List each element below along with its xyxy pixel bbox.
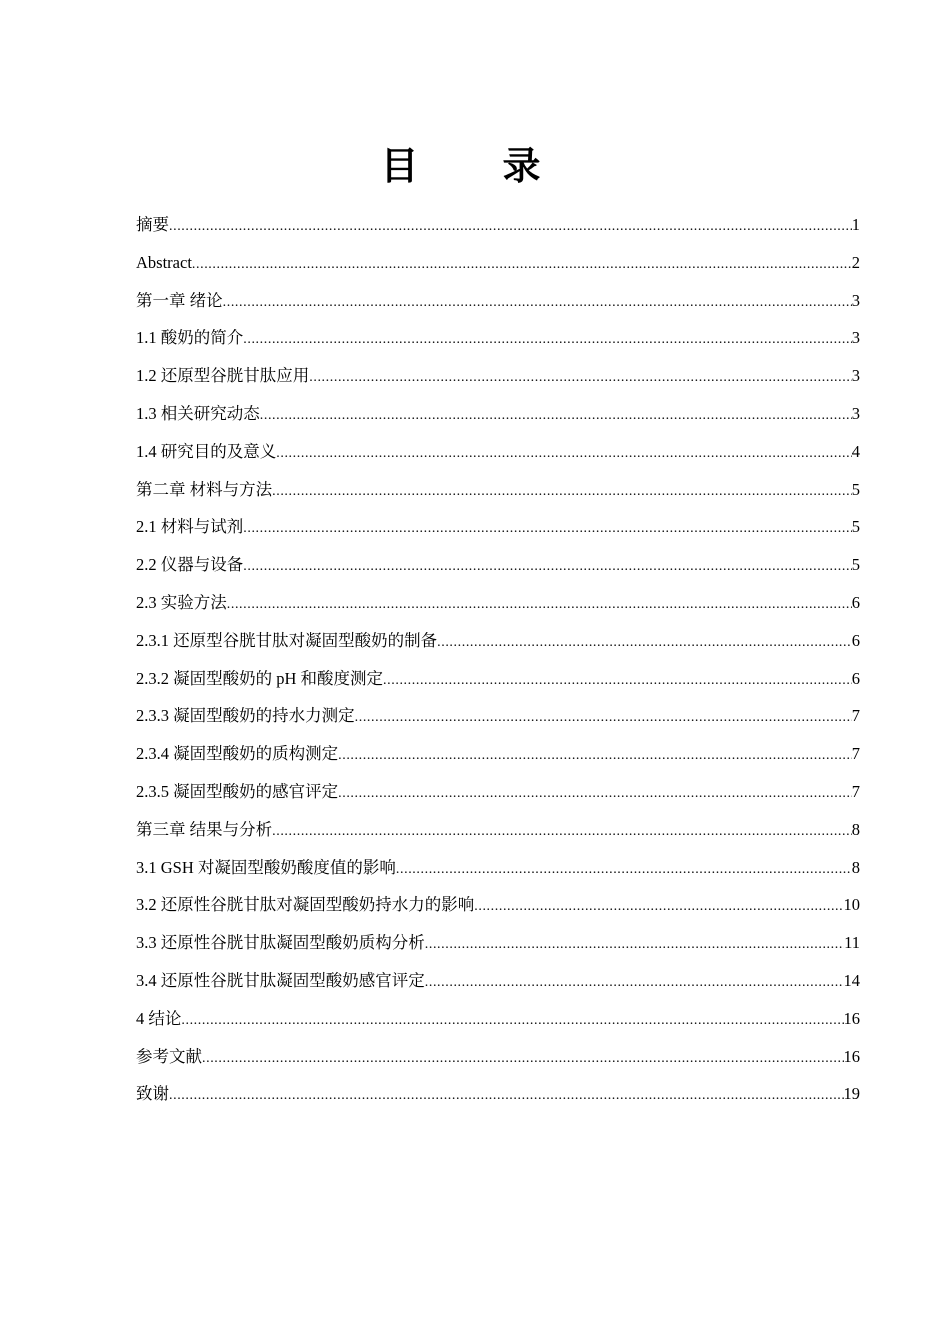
toc-entry-page-number: 11	[844, 933, 860, 953]
toc-dot-leader	[383, 662, 852, 700]
toc-entry-page-number: 6	[851, 668, 860, 688]
toc-entry-label: 2.3.4 凝固型酸奶的质构测定	[136, 744, 339, 764]
toc-entry-label: 1.2 还原型谷胱甘肽应用	[136, 366, 310, 386]
toc-entry-page-number: 4	[851, 441, 860, 461]
toc-entry-page-number: 6	[851, 630, 860, 650]
toc-entry-page-number: 3	[851, 403, 860, 423]
toc-dot-leader	[272, 473, 852, 511]
toc-entry[interactable]	[136, 1038, 860, 1076]
toc-entry-page-number: 7	[851, 744, 860, 764]
toc-entry-label: 第一章 绪论	[136, 290, 223, 310]
toc-entry-page-number: 10	[843, 895, 860, 915]
toc-entry[interactable]	[136, 735, 860, 773]
toc-entry-label: 3.1 GSH 对凝固型酸奶酸度值的影响	[136, 857, 396, 877]
toc-entry[interactable]	[136, 546, 860, 584]
toc-entry[interactable]	[136, 849, 860, 887]
toc-entry-page-number: 7	[851, 781, 860, 801]
toc-entry-page-number: 19	[843, 1084, 860, 1104]
toc-dot-leader	[309, 359, 852, 397]
toc-dot-leader	[276, 435, 852, 473]
toc-dot-leader	[425, 926, 844, 964]
toc-entry-page-number: 14	[843, 970, 860, 990]
toc-entry-page-number: 16	[843, 1008, 860, 1028]
toc-dot-leader	[474, 888, 843, 926]
toc-entry[interactable]	[136, 584, 860, 622]
toc-entry-label: 4 结论	[136, 1008, 182, 1028]
toc-entry-label: 1.4 研究目的及意义	[136, 441, 277, 461]
toc-dot-leader	[243, 321, 852, 359]
toc-entry-page-number: 7	[851, 706, 860, 726]
toc-entry[interactable]	[136, 1075, 860, 1113]
toc-entry-label: 2.3.2 凝固型酸奶的 pH 和酸度测定	[136, 668, 384, 688]
toc-entry-page-number: 16	[843, 1046, 860, 1066]
toc-title: 目录	[380, 144, 625, 188]
toc-entry-page-number: 1	[851, 215, 860, 234]
toc-entry[interactable]	[136, 319, 860, 357]
toc-entry[interactable]	[136, 471, 860, 509]
toc-dot-leader	[338, 737, 852, 775]
toc-dot-leader	[243, 510, 852, 548]
toc-entry[interactable]	[136, 282, 860, 320]
toc-entry-page-number: 3	[851, 290, 860, 310]
toc-entry-page-number: 8	[851, 819, 860, 839]
toc-entry-label: 2.3.3 凝固型酸奶的持水力测定	[136, 706, 355, 726]
table-of-contents	[136, 206, 860, 1113]
toc-entry-page-number: 3	[851, 366, 860, 386]
toc-entry-label: 2.3.1 还原型谷胱甘肽对凝固型酸奶的制备	[136, 630, 438, 650]
toc-dot-leader	[260, 397, 852, 435]
toc-entry-label: 第二章 材料与方法	[136, 479, 273, 499]
toc-entry[interactable]	[136, 660, 860, 698]
toc-entry-label: 参考文献	[136, 1046, 202, 1066]
toc-dot-leader	[338, 775, 852, 813]
toc-entry-label: 摘要	[136, 215, 169, 234]
toc-dot-leader	[227, 586, 852, 624]
toc-entry[interactable]	[136, 697, 860, 735]
toc-entry-label: 致谢	[136, 1084, 169, 1104]
toc-entry-label: 3.3 还原性谷胱甘肽凝固型酸奶质构分析	[136, 933, 425, 953]
toc-entry-page-number: 6	[851, 592, 860, 612]
toc-entry[interactable]	[136, 433, 860, 471]
toc-dot-leader	[169, 1077, 844, 1115]
toc-entry-page-number: 5	[851, 479, 860, 499]
toc-dot-leader	[181, 1002, 843, 1040]
toc-entry-page-number: 5	[851, 555, 860, 575]
toc-entry[interactable]	[136, 811, 860, 849]
toc-entry[interactable]	[136, 773, 860, 811]
toc-dot-leader	[437, 624, 852, 662]
toc-dot-leader	[425, 964, 844, 1002]
toc-dot-leader	[396, 851, 852, 889]
toc-entry-label: 1.3 相关研究动态	[136, 403, 260, 423]
toc-entry-label: Abstract	[136, 252, 192, 272]
toc-entry[interactable]	[136, 395, 860, 433]
toc-dot-leader	[355, 699, 852, 737]
toc-dot-leader	[202, 1040, 844, 1078]
toc-dot-leader	[192, 246, 852, 284]
toc-dot-leader	[223, 284, 852, 322]
toc-entry[interactable]	[136, 622, 860, 660]
toc-entry[interactable]	[136, 206, 860, 244]
toc-entry[interactable]	[136, 244, 860, 282]
toc-entry-label: 2.2 仪器与设备	[136, 555, 244, 575]
toc-entry-page-number: 5	[851, 517, 860, 537]
toc-entry-page-number: 3	[851, 328, 860, 348]
toc-dot-leader	[272, 813, 852, 851]
toc-entry-label: 3.4 还原性谷胱甘肽凝固型酸奶感官评定	[136, 970, 425, 990]
toc-dot-leader	[243, 548, 852, 586]
toc-dot-leader	[169, 208, 852, 246]
toc-entry[interactable]	[136, 962, 860, 1000]
toc-entry-page-number: 8	[851, 857, 860, 877]
toc-entry-label: 第三章 结果与分析	[136, 819, 273, 839]
toc-entry[interactable]	[136, 508, 860, 546]
toc-entry-page-number: 2	[851, 252, 860, 272]
toc-entry[interactable]	[136, 924, 860, 962]
toc-entry-label: 2.1 材料与试剂	[136, 517, 244, 537]
toc-entry[interactable]	[136, 1000, 860, 1038]
toc-entry-label: 1.1 酸奶的简介	[136, 328, 244, 348]
toc-entry-label: 2.3 实验方法	[136, 592, 227, 612]
toc-entry[interactable]	[136, 886, 860, 924]
toc-entry-label: 3.2 还原性谷胱甘肽对凝固型酸奶持水力的影响	[136, 895, 475, 915]
toc-entry[interactable]	[136, 357, 860, 395]
toc-entry-label: 2.3.5 凝固型酸奶的感官评定	[136, 781, 339, 801]
